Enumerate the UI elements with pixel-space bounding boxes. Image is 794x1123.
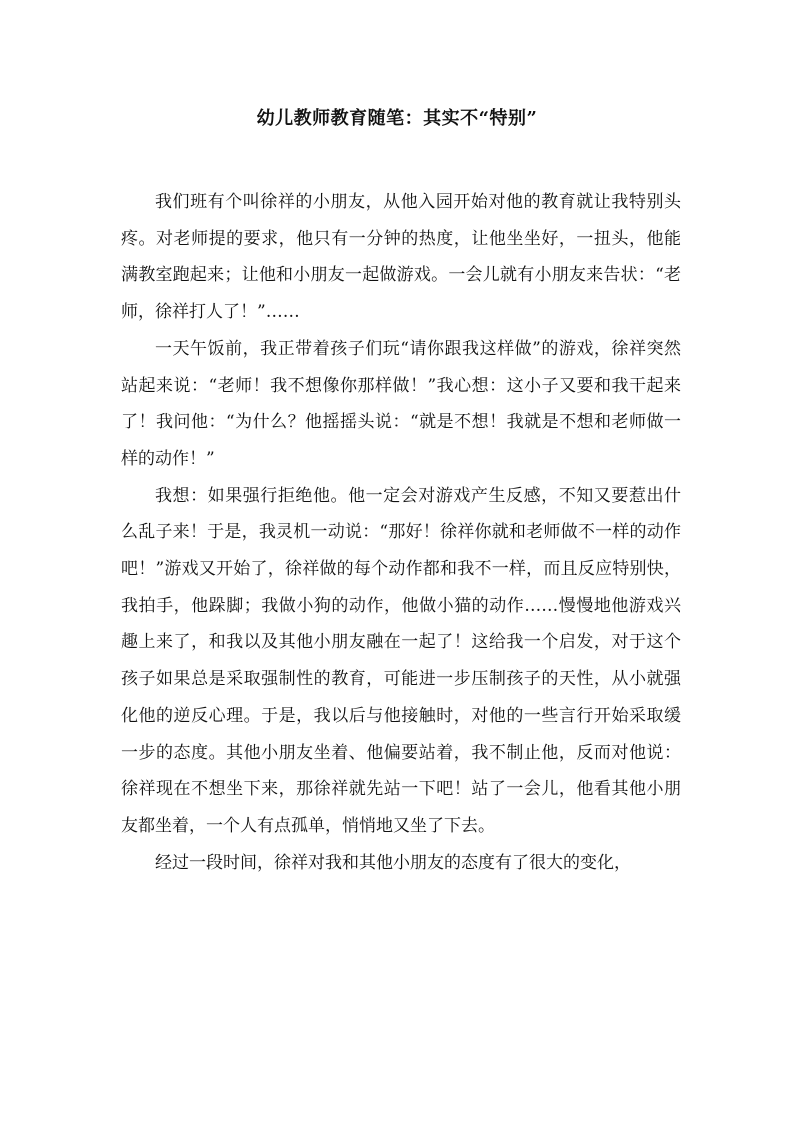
paragraph-3: 我想：如果强行拒绝他。他一定会对游戏产生反感，不知又要惹出什么乱子来！于是，我灵机一动说：“那好！徐祥你就和老师做不一样的动作吧！”游戏又开始了，徐祥做的每个动作都和我不一样，而且反应特别快，我拍手，他跺脚；我做小狗的动作，他做小猫的动作……慢慢地他游戏兴趣上来了，和我以及其他小朋友融在一起了！这给我一个启发，对于这个孩子如果总是采取强制性的教育，可能进一步压制孩子的天性，从小就强化他的逆反心理。于是，我以后与他接触时，对他的一些言行开始采取缓一步的态度。其他小朋友坐着、他偏要站着，我不制止他，反而对他说：徐祥现在不想坐下来，那徐祥就先站一下吧！站了一会儿，他看其他小朋友都坐着，一个人有点孤单，悄悄地又坐了下去。 bbox=[121, 485, 681, 836]
paragraph-1: 我们班有个叫徐祥的小朋友，从他入园开始对他的教育就让我特别头疼。对老师提的要求，他只有一分钟的热度，让他坐坐好，一扭头，他能满教室跑起来；让他和小朋友一起做游戏。一会儿就有小朋友来告状：“老师，徐祥打人了！”…… bbox=[121, 192, 681, 323]
document-body bbox=[121, 184, 681, 881]
document-title: 幼儿教师教育随笔：其实不“特别” bbox=[256, 108, 538, 129]
paragraph-4: 经过一段时间，徐祥对我和其他小朋友的态度有了很大的变化， bbox=[155, 852, 631, 873]
paragraph-2: 一天午饭前，我正带着孩子们玩“请你跟我这样做”的游戏，徐祥突然站起来说：“老师！我不想像你那样做！”我心想：这小子又要和我干起来了！我问他：“为什么？他摇摇头说：“就是不想！我就是不想和老师做一样的动作！” bbox=[121, 338, 681, 469]
